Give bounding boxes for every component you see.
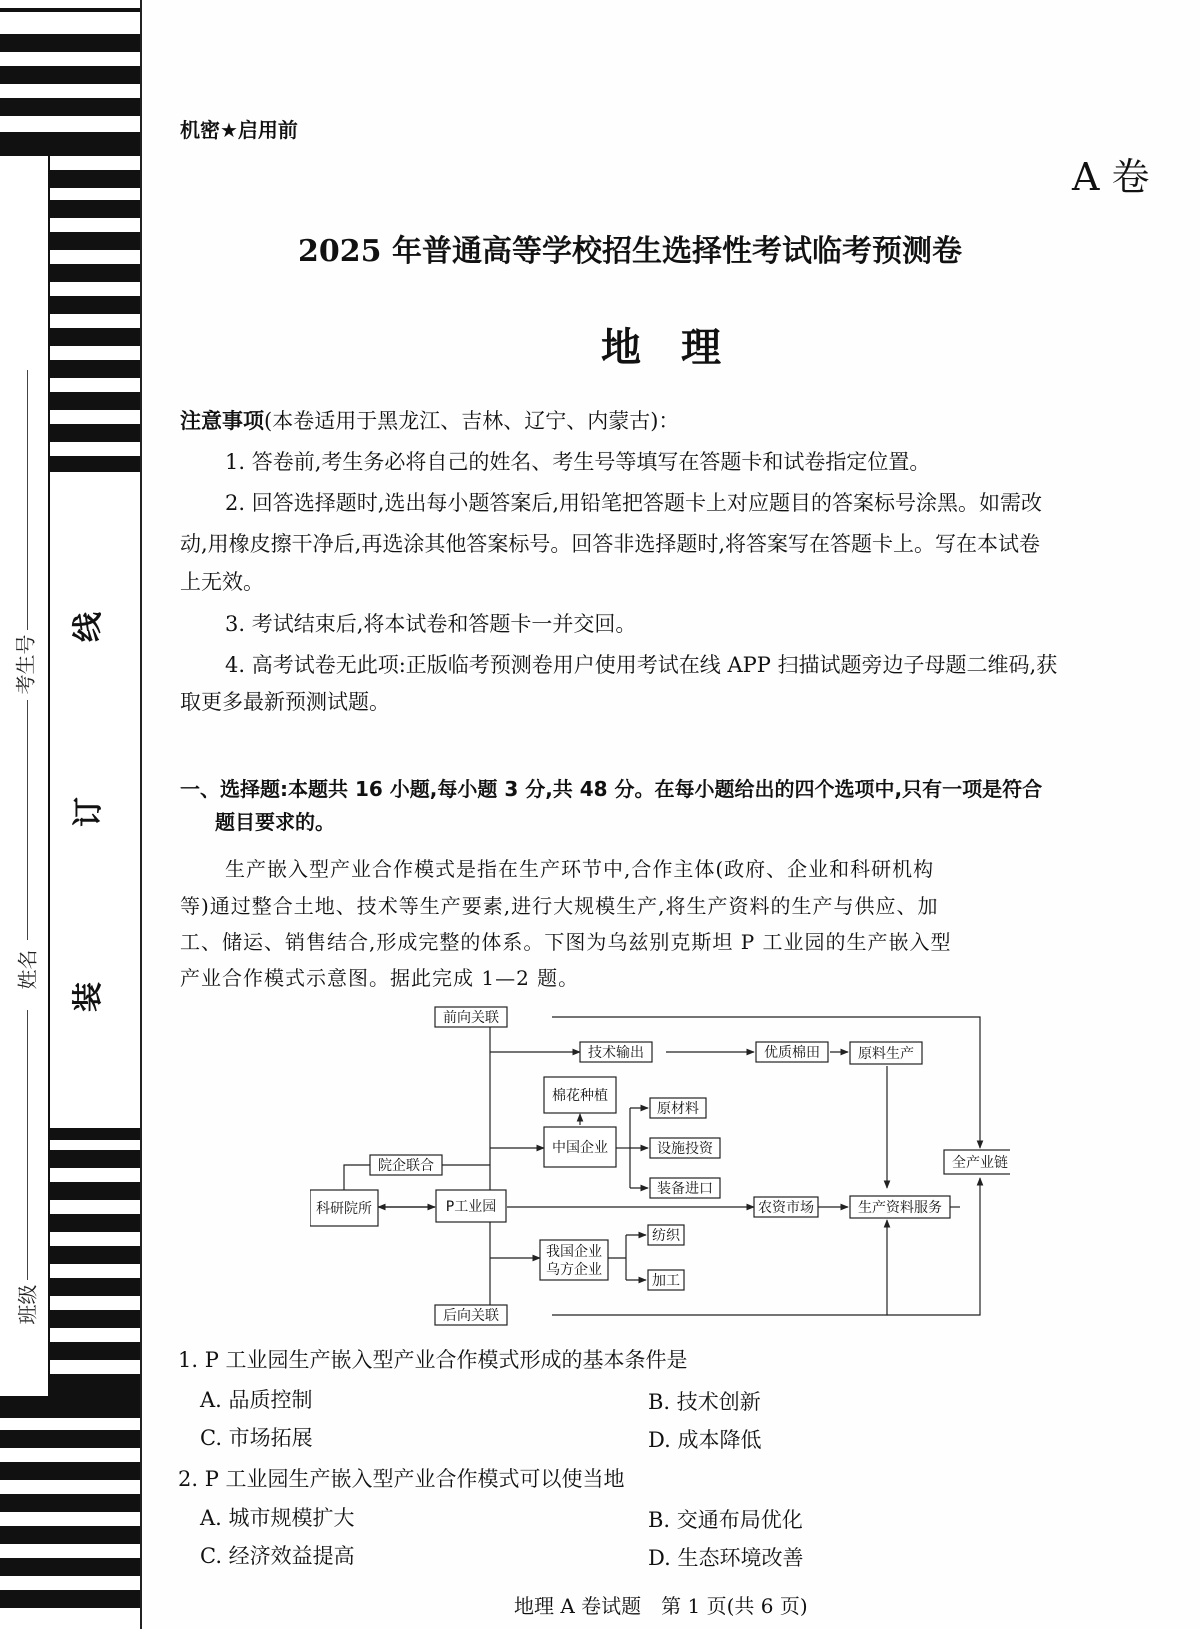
passage-line: 等)通过整合土地、技术等生产要素,进行大规模生产,将生产资料的生产与供应、加 [180, 894, 939, 918]
notice-scope: (本卷适用于黑龙江、吉林、辽宁、内蒙古)： [264, 409, 680, 433]
passage-line: 产业合作模式示意图。据此完成 1—2 题。 [180, 966, 580, 990]
notice-item: 3. 考试结束后,将本试卷和答题卡一并交回。 [225, 612, 637, 636]
notice-item: 1. 答卷前,考生务必将自己的姓名、考生号等填写在答题卡和试卷指定位置。 [225, 450, 931, 474]
section-heading: 一、选择题:本题共 16 小题,每小题 3 分,共 48 分。在每小题给出的四个选项中,只有一项是符合 [180, 777, 1043, 801]
node-equipment-import [650, 1178, 720, 1198]
notice-item: 动,用橡皮擦干净后,再选涂其他答案标号。回答非选择题时,将答案写在答题卡上。写在本试卷 [180, 532, 1041, 556]
question-2-option-b: B. 交通布局优化 [648, 1508, 803, 1532]
margin-label-student-id: 考生号 [13, 634, 38, 695]
question-1-option-c: C. 市场拓展 [200, 1426, 313, 1450]
node-raw-production [850, 1042, 922, 1064]
svg-text:P工业园: P工业园 [445, 1199, 497, 1215]
svg-text:优质棉田: 优质棉田 [764, 1045, 820, 1061]
question-2-option-c: C. 经济效益提高 [200, 1544, 355, 1568]
node-china-company [544, 1127, 616, 1167]
margin-label-name: 姓名 [15, 949, 40, 990]
svg-text:加工: 加工 [652, 1273, 680, 1289]
svg-text:棉花种植: 棉花种植 [552, 1088, 608, 1104]
volume-label: A 卷 [1072, 155, 1150, 199]
node-full-chain [944, 1150, 1010, 1174]
node-facility-invest [650, 1138, 720, 1158]
node-our-uz-company [540, 1240, 608, 1280]
svg-text:技术输出: 技术输出 [588, 1045, 644, 1061]
confidential-label: 机密★启用前 [180, 118, 298, 142]
svg-text:全产业链: 全产业链 [952, 1155, 1008, 1171]
node-cotton-planting [544, 1077, 616, 1113]
node-p-industrial-park [436, 1190, 506, 1222]
passage-line: 生产嵌入型产业合作模式是指在生产环节中,合作主体(政府、企业和科研机构 [225, 857, 935, 881]
node-research-institute [310, 1190, 378, 1226]
node-textile [648, 1225, 684, 1245]
node-raw-material [650, 1098, 706, 1118]
node-academy-enterprise [370, 1155, 442, 1175]
node-processing [648, 1270, 684, 1290]
notice-heading-line [180, 405, 679, 435]
notice-item: 2. 回答选择题时,选出每小题答案后,用铅笔把答题卡上对应题目的答案标号涂黑。如需改 [225, 491, 1043, 515]
node-cotton-field [756, 1042, 828, 1062]
binding-margin [0, 0, 145, 1629]
node-backward-link [435, 1305, 507, 1325]
passage-line: 工、储运、销售结合,形成完整的体系。下图为乌兹别克斯坦 P 工业园的生产嵌入型 [180, 930, 952, 954]
svg-text:科研院所: 科研院所 [316, 1201, 372, 1217]
question-1-option-b: B. 技术创新 [648, 1390, 761, 1414]
notice-item: 4. 高考试卷无此项:正版临考预测卷用户使用考试在线 APP 扫描试题旁边子母题二维码,获 [225, 653, 1058, 677]
question-2-option-a: A. 城市规模扩大 [200, 1506, 355, 1530]
node-agri-market [754, 1197, 818, 1217]
question-2-option-d: D. 生态环境改善 [648, 1546, 804, 1570]
notice-item: 取更多最新预测试题。 [180, 690, 390, 714]
svg-text:乌方企业: 乌方企业 [546, 1262, 602, 1278]
node-tech-output [580, 1042, 652, 1062]
question-1-stem: 1. P 工业园生产嵌入型产业合作模式形成的基本条件是 [178, 1348, 688, 1372]
svg-text:院企联合: 院企联合 [378, 1158, 434, 1174]
svg-text:我国企业: 我国企业 [546, 1244, 602, 1260]
margin-label-class: 班级 [15, 1284, 40, 1325]
svg-text:农资市场: 农资市场 [758, 1200, 814, 1216]
node-forward-link [435, 1007, 507, 1027]
margin-char-ding: 订 [71, 797, 106, 827]
svg-text:原料生产: 原料生产 [858, 1046, 914, 1062]
question-2-stem: 2. P 工业园生产嵌入型产业合作模式可以使当地 [178, 1467, 625, 1491]
page-footer: 地理 A 卷试题 第 1 页(共 6 页) [514, 1594, 808, 1618]
question-1-option-a: A. 品质控制 [200, 1388, 313, 1412]
section-heading-cont: 题目要求的。 [215, 810, 335, 834]
svg-text:生产资料服务: 生产资料服务 [858, 1200, 942, 1216]
svg-text:前向关联: 前向关联 [443, 1010, 499, 1026]
node-prod-service [850, 1196, 950, 1218]
svg-text:中国企业: 中国企业 [552, 1140, 608, 1156]
svg-text:纺织: 纺织 [652, 1228, 680, 1244]
subject-title: 地 理 [601, 325, 721, 371]
margin-char-zhuang: 装 [71, 982, 106, 1012]
notice-item: 上无效。 [180, 570, 264, 594]
question-1-option-d: D. 成本降低 [648, 1428, 762, 1452]
svg-text:原材料: 原材料 [657, 1101, 699, 1117]
svg-text:设施投资: 设施投资 [657, 1141, 713, 1157]
svg-text:装备进口: 装备进口 [657, 1181, 713, 1197]
margin-char-xian: 线 [71, 612, 106, 642]
svg-text:后向关联: 后向关联 [443, 1308, 499, 1324]
exam-title: 2025 年普通高等学校招生选择性考试临考预测卷 [298, 234, 962, 269]
notice-heading: 注意事项 [180, 409, 264, 433]
industry-cooperation-diagram [310, 1000, 1010, 1335]
